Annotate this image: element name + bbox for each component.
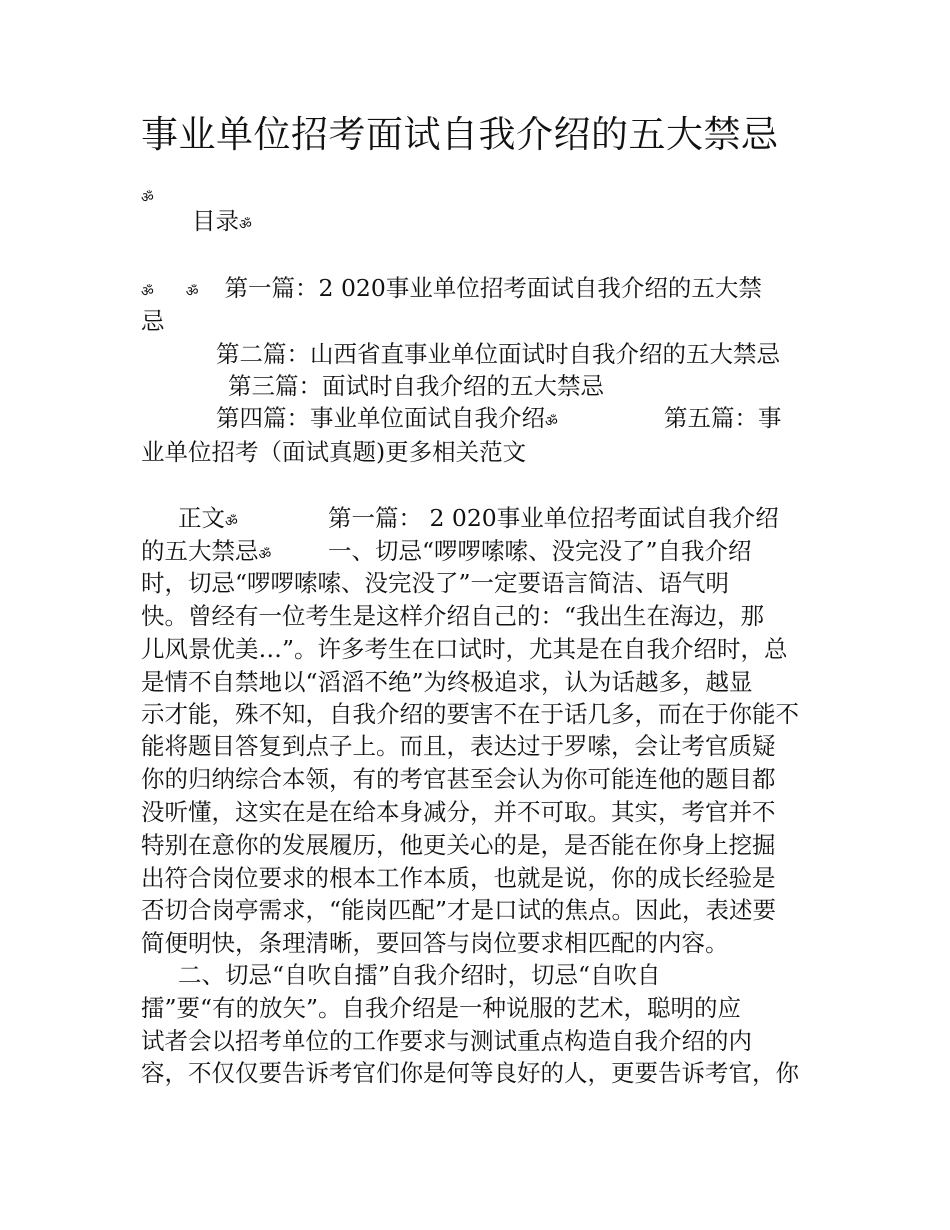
body-line: 一、切忌“啰啰嗦嗦、没完没了”自我介绍 <box>328 537 752 565</box>
body-line: 试者会以招考单位的工作要求与测试重点构造自我介绍的内 <box>141 1027 752 1055</box>
body-line: 你的归纳综合本领，有的考官甚至会认为你可能连他的题目都 <box>141 765 776 793</box>
body-line: 特别在意你的发展履历，他更关心的是，是否能在你身上挖掘 <box>141 831 776 859</box>
body-line: 第一篇： 2 020事业单位招考面试自我介绍 <box>328 504 779 532</box>
body-line: 快。曾经有一位考生是这样介绍自己的：“我出生在海边，那 <box>141 602 765 630</box>
body-line: 儿风景优美…”。许多考生在口试时，尤其是在自我介绍时，总 <box>141 635 788 663</box>
body-line: 时，切忌“啰啰嗦嗦、没完没了”一定要语言简洁、语气明 <box>141 569 730 597</box>
paragraph-mark-icon: ॐ <box>545 414 558 430</box>
body-line: 是情不自禁地以“滔滔不绝”为终极追求，认为话越多，越显 <box>141 668 753 696</box>
toc-heading: 目录 <box>192 207 239 235</box>
body-line: 出符合岗位要求的根本工作本质，也就是说，你的成长经验是 <box>141 864 776 892</box>
body-line-2 <box>141 535 271 571</box>
paragraph-mark-icon: ॐ <box>185 284 199 300</box>
toc-item: 第一篇：2 020事业单位招考面试自我介绍的五大禁 <box>224 274 762 302</box>
toc-item: 忌 <box>141 307 165 335</box>
paragraph-mark-icon: ॐ <box>258 547 272 563</box>
document-title: 事业单位招考面试自我介绍的五大禁忌 <box>141 113 779 156</box>
paragraph-mark-icon: ॐ <box>141 190 154 206</box>
body-line: 容，不仅仅要告诉考官们你是何等良好的人，更要告诉考官，你 <box>141 1059 799 1087</box>
body-line: 没听懂，这实在是在给本身减分，并不可取。其实，考官并不 <box>141 798 776 826</box>
body-heading: 正文 <box>178 504 225 532</box>
body-line: 否切合岗亭需求，“能岗匹配”才是口试的焦点。因此，表述要 <box>141 896 777 924</box>
paragraph-mark-icon: ॐ <box>239 217 252 233</box>
toc-item: 第三篇：面试时自我介绍的五大禁忌 <box>228 372 604 400</box>
body-line: 简便明快，条理清晰，要回答与岗位要求相匹配的内容。 <box>141 929 729 957</box>
body-line: 能将题目答复到点子上。而且，表达过于罗嗦，会让考官质疑 <box>141 732 776 760</box>
paragraph-mark-icon: ॐ <box>141 284 154 300</box>
body-line: 示才能，殊不知，自我介绍的要害不在于话几多，而在于你能不 <box>141 700 799 728</box>
body-line: 的五大禁忌 <box>141 537 259 565</box>
body-heading-line <box>178 502 238 538</box>
toc-line-1 <box>141 272 762 308</box>
body-line: 擂”要“有的放矢”。自我介绍是一种说服的艺术，聪明的应 <box>141 994 742 1022</box>
body-line: 二、切忌“自吹自擂”自我介绍时，切忌“自吹自 <box>178 961 661 989</box>
toc-item: 业单位招考（面试真题)更多相关范文 <box>141 438 527 466</box>
paragraph-mark-icon: ॐ <box>225 514 238 530</box>
toc-item: 第二篇：山西省直事业单位面试时自我介绍的五大禁忌 <box>216 340 780 368</box>
toc-line-4 <box>216 402 558 438</box>
toc-heading-line <box>192 205 252 241</box>
toc-item: 第五篇：事 <box>664 404 782 432</box>
toc-item: 第四篇：事业单位面试自我介绍 <box>216 404 545 432</box>
